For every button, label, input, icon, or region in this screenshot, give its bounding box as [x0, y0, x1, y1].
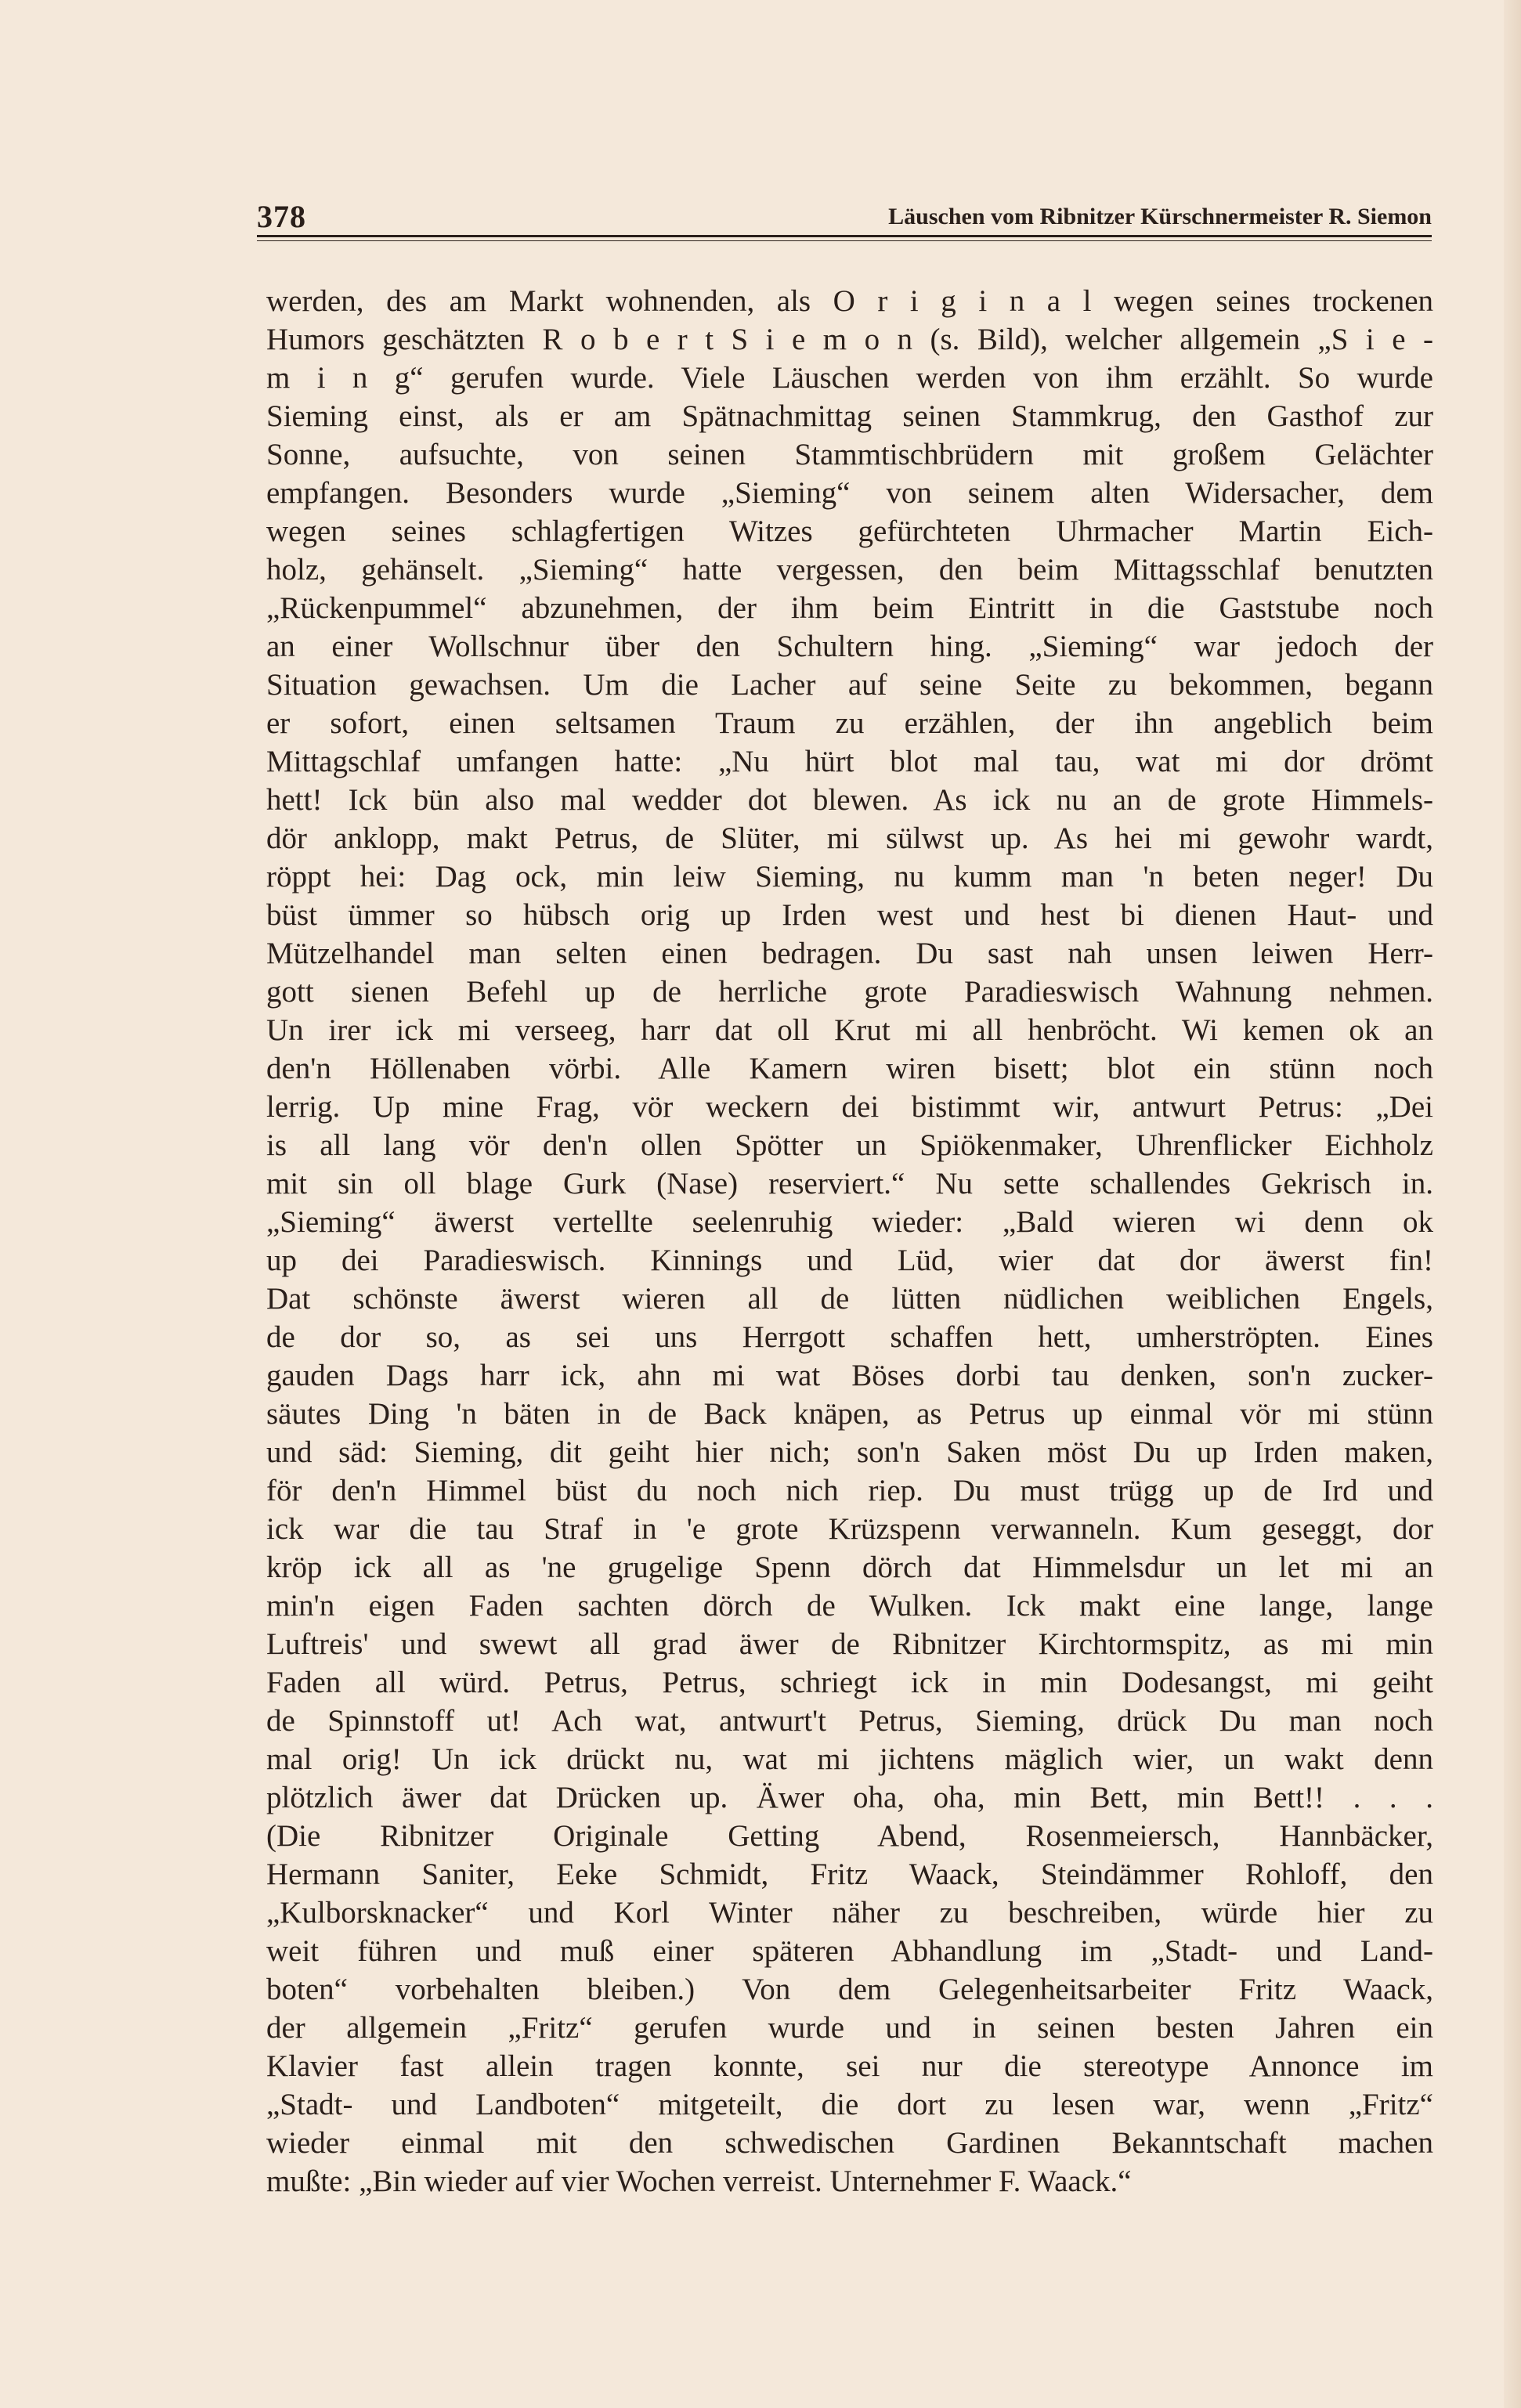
text-line: säutes Ding 'n bäten in de Back knäpen, as Petrus up einmal vör mi stünn [266, 1397, 1433, 1431]
text-line: ick war die tau Straf in 'e grote Krüzspenn verwanneln. Kum geseggt, dor [266, 1512, 1433, 1546]
text-line: wieder einmal mit den schwedischen Gardinen Bekanntschaft machen [266, 2126, 1433, 2160]
text-line: an einer Wollschnur über den Schultern hing. „Sieming“ war jedoch der [266, 630, 1433, 663]
running-title: Läuschen vom Ribnitzer Kürschnermeister R. Siemon [888, 204, 1432, 229]
text-line: mit sin oll blage Gurk (Nase) reserviert.“ Nu sette schallendes Gekrisch in. [266, 1167, 1433, 1200]
text-line: „Stadt- und Landboten“ mitgeteilt, die dort zu lesen war, wenn „Fritz“ [266, 2088, 1433, 2121]
header-rule [257, 235, 1432, 237]
text-line: und säd: Sieming, dit geiht hier nich; son'n Saken möst Du up Irden maken, [266, 1435, 1433, 1469]
text-line: weit führen und muß einer späteren Abhandlung im „Stadt- und Land- [266, 1934, 1433, 1968]
page-edge [1504, 0, 1521, 2408]
body-text [266, 282, 1433, 2200]
text-line: röppt hei: Dag ock, min leiw Sieming, nu kumm man 'n beten neger! Du [266, 860, 1433, 894]
text-line: Sieming einst, als er am Spätnachmittag seinen Stammkrug, den Gasthof zur [266, 399, 1433, 433]
page-header [257, 197, 1432, 236]
text-line: hett! Ick bün also mal wedder dot blewen. As ick nu an de grote Himmels- [266, 783, 1433, 817]
text-line: werden, des am Markt wohnenden, als O r i g i n a l wegen seines trockenen [266, 284, 1433, 318]
text-line: boten“ vorbehalten bleiben.) Von dem Gelegenheitsarbeiter Fritz Waack, [266, 1973, 1433, 2006]
text-line: holz, gehänselt. „Sieming“ hatte vergessen, den beim Mittagsschlaf benutzten [266, 553, 1433, 587]
text-line: „Sieming“ äwerst vertellte seelenruhig wieder: „Bald wieren wi denn ok [266, 1205, 1433, 1239]
text-line: Dat schönste äwerst wieren all de lütten nüdlichen weiblichen Engels, [266, 1282, 1433, 1316]
text-line: Faden all würd. Petrus, Petrus, schriegt ick in min Dodesangst, mi geiht [266, 1666, 1433, 1699]
text-line: Mittagschlaf umfangen hatte: „Nu hürt blot mal tau, wat mi dor drömt [266, 745, 1433, 778]
text-line: de Spinnstoff ut! Ach wat, antwurt't Petrus, Sieming, drück Du man noch [266, 1704, 1433, 1738]
text-line: er sofort, einen seltsamen Traum zu erzählen, der ihn angeblich beim [266, 706, 1433, 740]
text-line: mal orig! Un ick drückt nu, wat mi jichtens mäglich wier, un wakt denn [266, 1742, 1433, 1776]
text-line: de dor so, as sei uns Herrgott schaffen hett, umherströpten. Eines [266, 1320, 1433, 1354]
text-line: büst ümmer so hübsch orig up Irden west und hest bi dienen Haut- und [266, 898, 1433, 932]
text-line: Hermann Saniter, Eeke Schmidt, Fritz Waack, Steindämmer Rohloff, den [266, 1857, 1433, 1891]
text-line: up dei Paradieswisch. Kinnings und Lüd, wier dat dor äwerst fin! [266, 1244, 1433, 1277]
text-line: kröp ick all as 'ne grugelige Spenn dörch dat Himmelsdur un let mi an [266, 1551, 1433, 1584]
text-line: lerrig. Up mine Frag, vör weckern dei bistimmt wir, antwurt Petrus: „Dei [266, 1090, 1433, 1124]
text-line: der allgemein „Fritz“ gerufen wurde und in seinen besten Jahren ein [266, 2011, 1433, 2045]
text-line: dör anklopp, makt Petrus, de Slüter, mi sülwst up. As hei mi gewohr wardt, [266, 821, 1433, 855]
text-line: gauden Dags harr ick, ahn mi wat Böses dorbi tau denken, son'n zucker- [266, 1359, 1433, 1392]
text-line: Mützelhandel man selten einen bedragen. Du sast nah unsen leiwen Herr- [266, 937, 1433, 970]
text-line: Sonne, aufsuchte, von seinen Stammtischbrüdern mit großem Gelächter [266, 438, 1433, 471]
text-line: den'n Höllenaben vörbi. Alle Kamern wiren bisett; blot ein stünn noch [266, 1052, 1433, 1085]
header-rule-thin [257, 240, 1432, 241]
text-line: Humors geschätzten R o b e r t S i e m o n (s. Bild), welcher allgemein „S i e - [266, 323, 1433, 356]
text-line: is all lang vör den'n ollen Spötter un Spiökenmaker, Uhrenflicker Eichholz [266, 1128, 1433, 1162]
text-line: Situation gewachsen. Um die Lacher auf seine Seite zu bekommen, begann [266, 668, 1433, 702]
text-line: min'n eigen Faden sachten dörch de Wulken. Ick makt eine lange, lange [266, 1589, 1433, 1623]
page-number: 378 [257, 199, 306, 234]
text-line: m i n g“ gerufen wurde. Viele Läuschen werden von ihm erzählt. So wurde [266, 361, 1433, 395]
text-line: „Rückenpummel“ abzunehmen, der ihm beim Eintritt in die Gaststube noch [266, 591, 1433, 625]
text-line: empfangen. Besonders wurde „Sieming“ von seinem alten Widersacher, dem [266, 476, 1433, 510]
text-line: plötzlich äwer dat Drücken up. Äwer oha, oha, min Bett, min Bett!! . . . [266, 1781, 1433, 1814]
text-line: Luftreis' und swewt all grad äwer de Ribnitzer Kirchtormspitz, as mi min [266, 1627, 1433, 1661]
text-line: gott sienen Befehl up de herrliche grote Paradieswisch Wahnung nehmen. [266, 975, 1433, 1009]
text-line: mußte: „Bin wieder auf vier Wochen verreist. Unternehmer F. Waack.“ [266, 2164, 1132, 2198]
text-line: „Kulborsknacker“ und Korl Winter näher zu beschreiben, würde hier zu [266, 1896, 1433, 1930]
text-line: wegen seines schlagfertigen Witzes gefürchteten Uhrmacher Martin Eich- [266, 514, 1433, 548]
text-line: Un irer ick mi verseeg, harr dat oll Krut mi all henbröcht. Wi kemen ok an [266, 1013, 1433, 1047]
text-line: (Die Ribnitzer Originale Getting Abend, Rosenmeiersch, Hannbäcker, [266, 1819, 1433, 1853]
text-line: för den'n Himmel büst du noch nich riep. Du must trügg up de Ird und [266, 1474, 1433, 1507]
text-line: Klavier fast allein tragen konnte, sei nur die stereotype Annonce im [266, 2049, 1433, 2083]
